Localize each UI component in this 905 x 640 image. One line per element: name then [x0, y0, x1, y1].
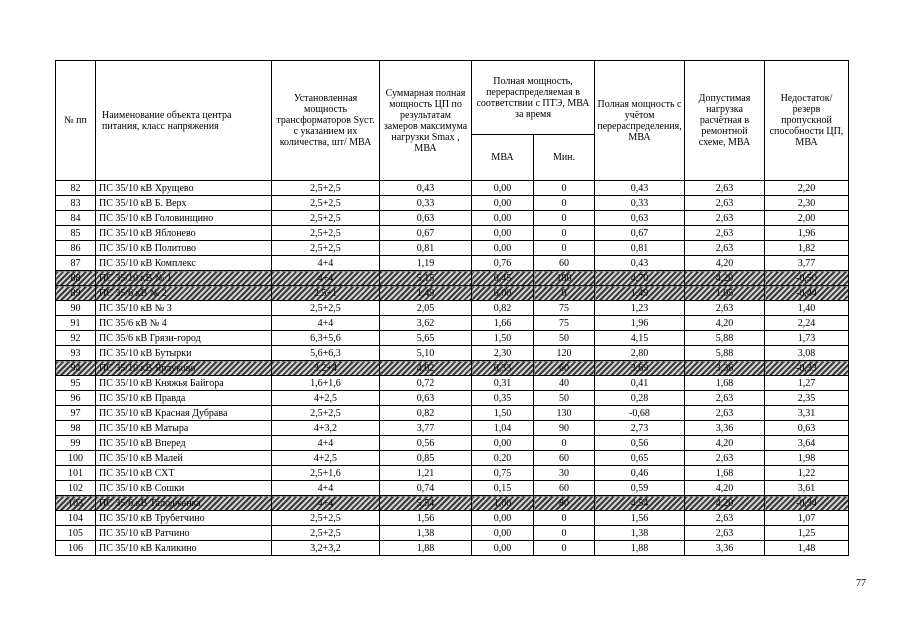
full-after-cell: 0,65 — [595, 451, 685, 466]
row-number-cell: 94 — [56, 361, 96, 376]
allowed-load-cell: 3,36 — [685, 421, 765, 436]
row-number-cell: 83 — [56, 196, 96, 211]
installed-capacity-cell: 4+4 — [272, 316, 380, 331]
allowed-load-cell: 1,05 — [685, 286, 765, 301]
total-load-cell: 1,49 — [380, 286, 472, 301]
reserve-cell: 3,77 — [765, 256, 849, 271]
substation-name-cell: ПС 35/6 кВ № 2 — [96, 286, 272, 301]
table-row — [56, 256, 849, 271]
row-number-cell: 95 — [56, 376, 96, 391]
installed-capacity-cell: 3,2+4 — [272, 361, 380, 376]
substation-name-cell: ПС 35/10 кВ Правда — [96, 391, 272, 406]
total-load-cell: 5,54 — [380, 496, 472, 511]
installed-capacity-cell: 2,5+2,5 — [272, 226, 380, 241]
table-row — [56, 541, 849, 556]
allowed-load-cell: 2,63 — [685, 391, 765, 406]
allowed-load-cell: 3,36 — [685, 361, 765, 376]
substation-name-cell: ПС 35/10 кВ Хрущево — [96, 181, 272, 196]
header-full-after: Полная мощность с учётом перераспределения, МВА — [595, 61, 685, 181]
substation-name-cell: ПС 35/10 кВ Ратчино — [96, 526, 272, 541]
total-load-cell: 0,63 — [380, 391, 472, 406]
table-row — [56, 526, 849, 541]
installed-capacity-cell: 4+2,5 — [272, 451, 380, 466]
redistributed-mva-cell: 0,00 — [472, 526, 534, 541]
substation-capacity-table — [55, 60, 849, 556]
full-after-cell: 0,43 — [595, 256, 685, 271]
total-load-cell: 1,21 — [380, 466, 472, 481]
substation-name-cell: ПС 35/10 кВ № 1 — [96, 271, 272, 286]
redistributed-min-cell: 180 — [534, 271, 595, 286]
allowed-load-cell: 5,88 — [685, 346, 765, 361]
installed-capacity-cell: 4+2,5 — [272, 391, 380, 406]
allowed-load-cell: 4,20 — [685, 436, 765, 451]
row-number-cell: 104 — [56, 511, 96, 526]
substation-name-cell: ПС 35/10 кВ Б. Верх — [96, 196, 272, 211]
reserve-cell: 2,00 — [765, 211, 849, 226]
redistributed-mva-cell: 2,30 — [472, 346, 534, 361]
substation-name-cell: ПС 35/10 кВ Политово — [96, 241, 272, 256]
installed-capacity-cell: 4+4 — [272, 271, 380, 286]
reserve-cell: -0,44 — [765, 286, 849, 301]
full-after-cell: 1,96 — [595, 316, 685, 331]
total-load-cell: 1,38 — [380, 526, 472, 541]
allowed-load-cell: 2,63 — [685, 226, 765, 241]
substation-name-cell: ПС 35/10 кВ Красная Дубрава — [96, 406, 272, 421]
reserve-cell: 3,64 — [765, 436, 849, 451]
redistributed-mva-cell: 0,76 — [472, 256, 534, 271]
full-after-cell: 3,69 — [595, 361, 685, 376]
total-load-cell: 0,74 — [380, 481, 472, 496]
redistributed-mva-cell: 0,00 — [472, 286, 534, 301]
total-load-cell: 0,72 — [380, 376, 472, 391]
total-load-cell: 0,56 — [380, 436, 472, 451]
redistributed-min-cell: 130 — [534, 406, 595, 421]
header-allowed: Допустимая нагрузка расчётная в ремонтной схеме, МВА — [685, 61, 765, 181]
table-header — [56, 61, 849, 181]
row-number-cell: 84 — [56, 211, 96, 226]
total-load-cell: 0,85 — [380, 451, 472, 466]
page-number: 77 — [856, 578, 866, 589]
redistributed-mva-cell: 0,00 — [472, 181, 534, 196]
total-load-cell: 0,33 — [380, 196, 472, 211]
installed-capacity-cell: 4+4 — [272, 496, 380, 511]
substation-name-cell: ПС 35/10 кВ Княжья Байгора — [96, 376, 272, 391]
reserve-cell: -0,33 — [765, 361, 849, 376]
redistributed-mva-cell: 0,00 — [472, 241, 534, 256]
substation-name-cell: ПС 35/10 кВ Матыра — [96, 421, 272, 436]
table-row — [56, 496, 849, 511]
allowed-load-cell: 4,20 — [685, 481, 765, 496]
installed-capacity-cell: 3,2+3,2 — [272, 541, 380, 556]
reserve-cell: 1,48 — [765, 541, 849, 556]
table-body — [56, 181, 849, 556]
redistributed-min-cell: 0 — [534, 436, 595, 451]
redistributed-min-cell: 0 — [534, 196, 595, 211]
full-after-cell: 4,54 — [595, 496, 685, 511]
header-installed: Установленная мощность трансформаторов Sуст. с указанием их количества, шт/ МВА — [272, 61, 380, 181]
allowed-load-cell: 2,63 — [685, 241, 765, 256]
row-number-cell: 96 — [56, 391, 96, 406]
redistributed-min-cell: 0 — [534, 226, 595, 241]
header-redistributed-mva: МВА — [472, 135, 534, 181]
full-after-cell: 0,33 — [595, 196, 685, 211]
total-load-cell: 0,81 — [380, 241, 472, 256]
full-after-cell: 4,15 — [595, 331, 685, 346]
table-row — [56, 451, 849, 466]
table-row — [56, 511, 849, 526]
full-after-cell: 1,49 — [595, 286, 685, 301]
table-row — [56, 196, 849, 211]
table-row — [56, 406, 849, 421]
redistributed-min-cell: 0 — [534, 181, 595, 196]
total-load-cell: 1,56 — [380, 511, 472, 526]
reserve-cell: 1,25 — [765, 526, 849, 541]
installed-capacity-cell: 6,3+5,6 — [272, 331, 380, 346]
allowed-load-cell: 2,63 — [685, 526, 765, 541]
reserve-cell: 1,27 — [765, 376, 849, 391]
full-after-cell: 0,46 — [595, 466, 685, 481]
table-row — [56, 361, 849, 376]
total-load-cell: 3,77 — [380, 421, 472, 436]
full-after-cell: 1,56 — [595, 511, 685, 526]
redistributed-mva-cell: 1,00 — [472, 496, 534, 511]
reserve-cell: 1,98 — [765, 451, 849, 466]
installed-capacity-cell: 2,5+2,5 — [272, 406, 380, 421]
table-row — [56, 481, 849, 496]
allowed-load-cell: 2,63 — [685, 511, 765, 526]
installed-capacity-cell: 4+4 — [272, 436, 380, 451]
redistributed-mva-cell: 0,31 — [472, 376, 534, 391]
allowed-load-cell: 4,20 — [685, 256, 765, 271]
redistributed-mva-cell: 0,15 — [472, 481, 534, 496]
substation-name-cell: ПС 35/10 кВ Комплекс — [96, 256, 272, 271]
substation-name-cell: ПС 35/10 кВ СХТ — [96, 466, 272, 481]
row-number-cell: 98 — [56, 421, 96, 436]
redistributed-min-cell: 60 — [534, 256, 595, 271]
redistributed-min-cell: 50 — [534, 391, 595, 406]
redistributed-mva-cell: 0,00 — [472, 511, 534, 526]
row-number-cell: 101 — [56, 466, 96, 481]
full-after-cell: 4,70 — [595, 271, 685, 286]
redistributed-min-cell: 0 — [534, 211, 595, 226]
row-number-cell: 102 — [56, 481, 96, 496]
substation-name-cell: ПС 35/10 кВ № 3 — [96, 301, 272, 316]
full-after-cell: 0,67 — [595, 226, 685, 241]
total-load-cell: 1,19 — [380, 256, 472, 271]
full-after-cell: 0,81 — [595, 241, 685, 256]
header-name: Наименование объекта центра питания, класс напряжения — [96, 61, 272, 181]
allowed-load-cell: 4,20 — [685, 271, 765, 286]
installed-capacity-cell: 4+4 — [272, 256, 380, 271]
redistributed-min-cell: 0 — [534, 286, 595, 301]
allowed-load-cell: 2,63 — [685, 451, 765, 466]
total-load-cell: 4,02 — [380, 361, 472, 376]
redistributed-mva-cell: 0,00 — [472, 196, 534, 211]
allowed-load-cell: 1,68 — [685, 466, 765, 481]
redistributed-mva-cell: 0,82 — [472, 301, 534, 316]
row-number-cell: 86 — [56, 241, 96, 256]
substation-name-cell: ПС 35/10 кВ Малей — [96, 451, 272, 466]
row-number-cell: 105 — [56, 526, 96, 541]
installed-capacity-cell: 2,5+2,5 — [272, 511, 380, 526]
allowed-load-cell: 5,88 — [685, 331, 765, 346]
substation-name-cell: ПС 35/6 кВ № 4 — [96, 316, 272, 331]
reserve-cell: 0,63 — [765, 421, 849, 436]
total-load-cell: 0,67 — [380, 226, 472, 241]
table-row — [56, 211, 849, 226]
redistributed-min-cell: 120 — [534, 346, 595, 361]
substation-name-cell: ПС 35/10 кВ Трубетчино — [96, 511, 272, 526]
redistributed-mva-cell: 1,04 — [472, 421, 534, 436]
total-load-cell: 3,62 — [380, 316, 472, 331]
redistributed-mva-cell: 0,00 — [472, 226, 534, 241]
allowed-load-cell: 2,63 — [685, 196, 765, 211]
row-number-cell: 88 — [56, 271, 96, 286]
redistributed-min-cell: 60 — [534, 451, 595, 466]
reserve-cell: 2,35 — [765, 391, 849, 406]
redistributed-min-cell: 60 — [534, 361, 595, 376]
row-number-cell: 100 — [56, 451, 96, 466]
full-after-cell: 2,80 — [595, 346, 685, 361]
installed-capacity-cell: 2,5+2,5 — [272, 301, 380, 316]
reserve-cell: -0,34 — [765, 496, 849, 511]
installed-capacity-cell: 4+3,2 — [272, 421, 380, 436]
redistributed-mva-cell: 0,33 — [472, 361, 534, 376]
redistributed-min-cell: 75 — [534, 301, 595, 316]
allowed-load-cell: 2,63 — [685, 211, 765, 226]
redistributed-min-cell: 0 — [534, 241, 595, 256]
total-load-cell: 0,43 — [380, 181, 472, 196]
allowed-load-cell: 3,36 — [685, 541, 765, 556]
reserve-cell: 3,31 — [765, 406, 849, 421]
installed-capacity-cell: 2,5+1,6 — [272, 466, 380, 481]
header-num: № пп — [56, 61, 96, 181]
table-row — [56, 271, 849, 286]
header-redistributed-min: Мин. — [534, 135, 595, 181]
substation-name-cell: ПС 35/6 кВ Талоджанка — [96, 496, 272, 511]
table-row — [56, 226, 849, 241]
table-row — [56, 421, 849, 436]
table-row — [56, 241, 849, 256]
total-load-cell: 0,63 — [380, 211, 472, 226]
full-after-cell: 0,63 — [595, 211, 685, 226]
row-number-cell: 99 — [56, 436, 96, 451]
allowed-load-cell: 1,68 — [685, 376, 765, 391]
row-number-cell: 87 — [56, 256, 96, 271]
substation-name-cell: ПС 35/10 кВ Ярлуково — [96, 361, 272, 376]
total-load-cell: 2,05 — [380, 301, 472, 316]
table-row — [56, 301, 849, 316]
reserve-cell: 1,40 — [765, 301, 849, 316]
reserve-cell: 1,96 — [765, 226, 849, 241]
redistributed-mva-cell: 0,00 — [472, 436, 534, 451]
installed-capacity-cell: 2,5+2,5 — [272, 181, 380, 196]
reserve-cell: 1,22 — [765, 466, 849, 481]
full-after-cell: 2,73 — [595, 421, 685, 436]
total-load-cell: 0,82 — [380, 406, 472, 421]
redistributed-min-cell: 0 — [534, 511, 595, 526]
allowed-load-cell: 2,63 — [685, 406, 765, 421]
allowed-load-cell: 2,63 — [685, 181, 765, 196]
total-load-cell: 5,65 — [380, 331, 472, 346]
row-number-cell: 103 — [56, 496, 96, 511]
substation-name-cell: ПС 35/10 кВ Вперед — [96, 436, 272, 451]
redistributed-min-cell: 80 — [534, 496, 595, 511]
redistributed-mva-cell: 0,45 — [472, 271, 534, 286]
table-row — [56, 286, 849, 301]
reserve-cell: -0,50 — [765, 271, 849, 286]
reserve-cell: 1,82 — [765, 241, 849, 256]
header-total: Суммарная полная мощность ЦП по результатам замеров максимума нагрузки Smax , МВА — [380, 61, 472, 181]
full-after-cell: 0,28 — [595, 391, 685, 406]
table-row — [56, 391, 849, 406]
reserve-cell: 1,07 — [765, 511, 849, 526]
installed-capacity-cell: 2,5+2,5 — [272, 241, 380, 256]
allowed-load-cell: 2,63 — [685, 301, 765, 316]
redistributed-mva-cell: 0,20 — [472, 451, 534, 466]
redistributed-mva-cell: 1,50 — [472, 331, 534, 346]
installed-capacity-cell: 2,5+1 — [272, 286, 380, 301]
row-number-cell: 106 — [56, 541, 96, 556]
redistributed-min-cell: 0 — [534, 526, 595, 541]
redistributed-mva-cell: 1,50 — [472, 406, 534, 421]
row-number-cell: 82 — [56, 181, 96, 196]
substation-name-cell: ПС 35/10 кВ Каликино — [96, 541, 272, 556]
installed-capacity-cell: 2,5+2,5 — [272, 196, 380, 211]
table-row — [56, 316, 849, 331]
row-number-cell: 91 — [56, 316, 96, 331]
full-after-cell: 0,43 — [595, 181, 685, 196]
row-number-cell: 85 — [56, 226, 96, 241]
reserve-cell: 2,24 — [765, 316, 849, 331]
redistributed-min-cell: 50 — [534, 331, 595, 346]
full-after-cell: 0,41 — [595, 376, 685, 391]
total-load-cell: 5,15 — [380, 271, 472, 286]
reserve-cell: 3,61 — [765, 481, 849, 496]
reserve-cell: 3,08 — [765, 346, 849, 361]
row-number-cell: 90 — [56, 301, 96, 316]
allowed-load-cell: 4,20 — [685, 316, 765, 331]
total-load-cell: 5,10 — [380, 346, 472, 361]
table-row — [56, 436, 849, 451]
redistributed-mva-cell: 0,75 — [472, 466, 534, 481]
redistributed-min-cell: 0 — [534, 541, 595, 556]
installed-capacity-cell: 4+4 — [272, 481, 380, 496]
reserve-cell: 2,20 — [765, 181, 849, 196]
redistributed-min-cell: 90 — [534, 421, 595, 436]
full-after-cell: 0,56 — [595, 436, 685, 451]
total-load-cell: 1,88 — [380, 541, 472, 556]
redistributed-mva-cell: 0,35 — [472, 391, 534, 406]
full-after-cell: -0,68 — [595, 406, 685, 421]
substation-name-cell: ПС 35/6 кВ Грязи-город — [96, 331, 272, 346]
full-after-cell: 0,59 — [595, 481, 685, 496]
table-row — [56, 346, 849, 361]
substation-name-cell: ПС 35/10 кВ Бутырки — [96, 346, 272, 361]
redistributed-min-cell: 40 — [534, 376, 595, 391]
reserve-cell: 1,73 — [765, 331, 849, 346]
installed-capacity-cell: 2,5+2,5 — [272, 526, 380, 541]
redistributed-mva-cell: 0,00 — [472, 211, 534, 226]
redistributed-mva-cell: 1,66 — [472, 316, 534, 331]
header-redistributed: Полная мощность, перераспределяемая в соответствии с ПТЭ, МВА за время — [472, 61, 595, 135]
row-number-cell: 89 — [56, 286, 96, 301]
row-number-cell: 92 — [56, 331, 96, 346]
reserve-cell: 2,30 — [765, 196, 849, 211]
table-row — [56, 466, 849, 481]
installed-capacity-cell: 2,5+2,5 — [272, 211, 380, 226]
redistributed-mva-cell: 0,00 — [472, 541, 534, 556]
redistributed-min-cell: 30 — [534, 466, 595, 481]
substation-name-cell: ПС 35/10 кВ Сошки — [96, 481, 272, 496]
allowed-load-cell: 4,20 — [685, 496, 765, 511]
redistributed-min-cell: 75 — [534, 316, 595, 331]
full-after-cell: 1,23 — [595, 301, 685, 316]
table-row — [56, 181, 849, 196]
installed-capacity-cell: 1,6+1,6 — [272, 376, 380, 391]
substation-name-cell: ПС 35/10 кВ Головинщино — [96, 211, 272, 226]
full-after-cell: 1,88 — [595, 541, 685, 556]
row-number-cell: 97 — [56, 406, 96, 421]
table-row — [56, 376, 849, 391]
header-deficit: Недостаток/ резерв пропускной способности ЦП, МВА — [765, 61, 849, 181]
row-number-cell: 93 — [56, 346, 96, 361]
full-after-cell: 1,38 — [595, 526, 685, 541]
redistributed-min-cell: 60 — [534, 481, 595, 496]
table-row — [56, 331, 849, 346]
substation-name-cell: ПС 35/10 кВ Яблонево — [96, 226, 272, 241]
installed-capacity-cell: 5,6+6,3 — [272, 346, 380, 361]
